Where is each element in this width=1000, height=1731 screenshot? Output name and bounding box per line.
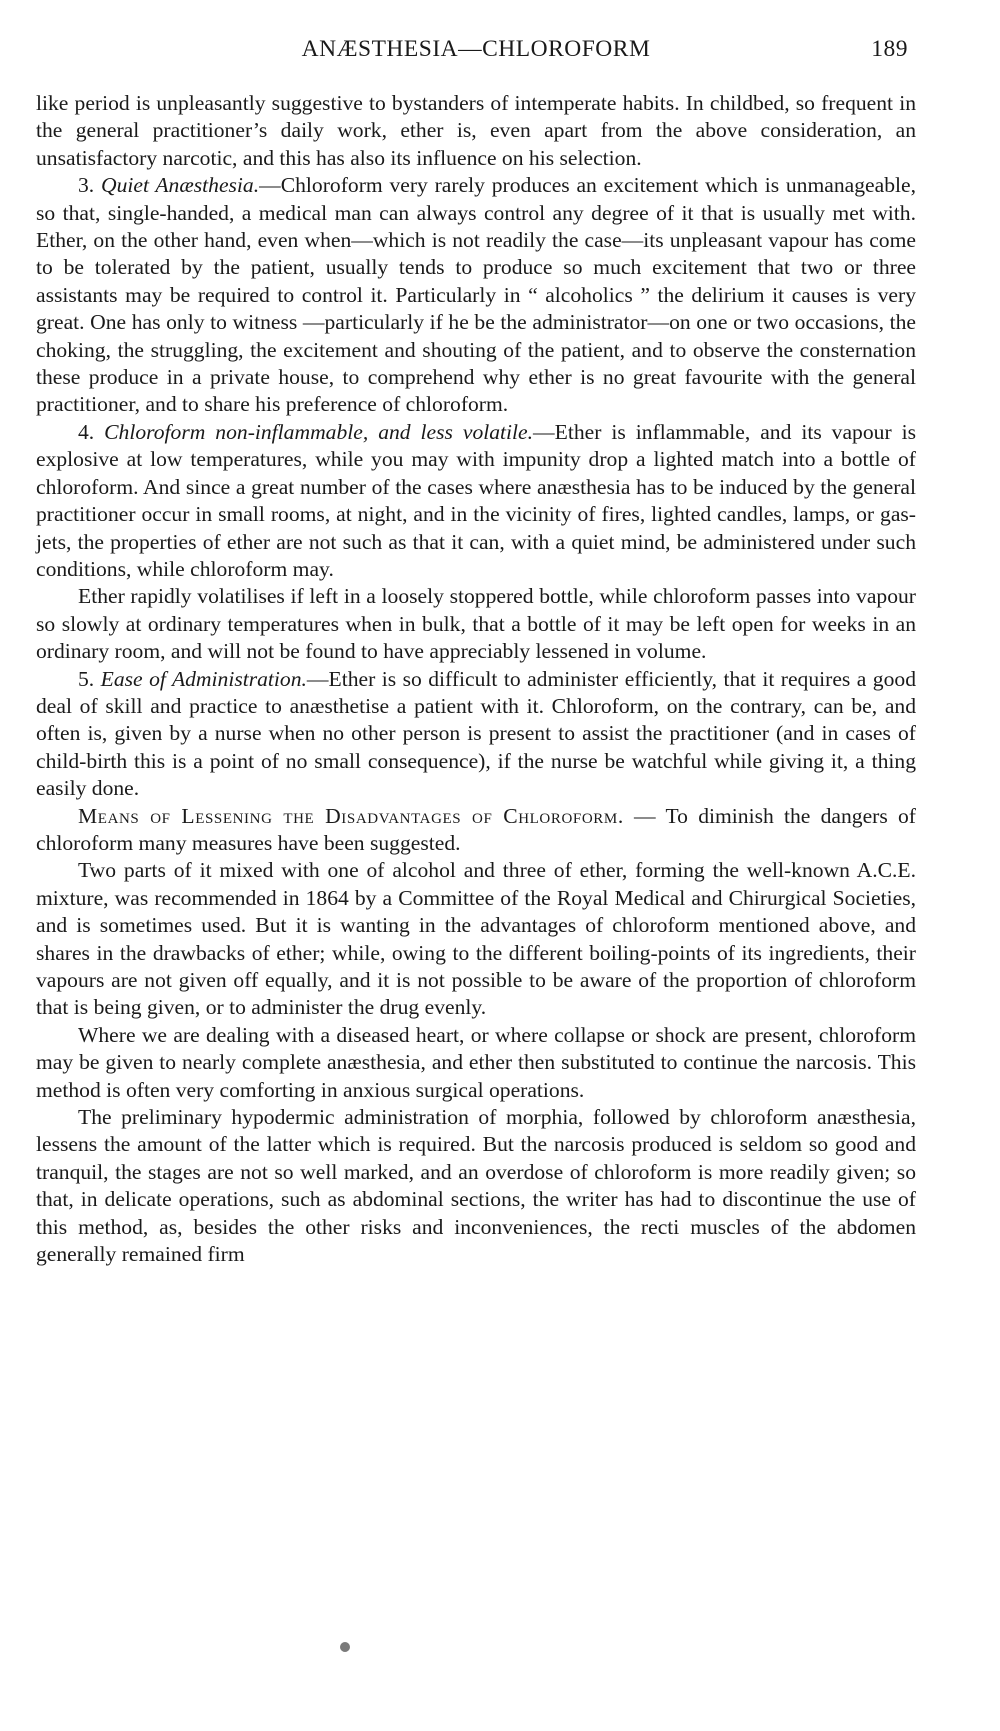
paragraph-quiet-anaesthesia bbox=[36, 172, 916, 419]
paragraph-continuation: like period is unpleasantly suggestive to bystanders of intemperate habits. In childbed, so frequent in the general practitioner’s daily work, ether is, even apart from the above consideration, an unsatisfactory narcotic, and this has also its influence on his selection. bbox=[36, 91, 916, 170]
paragraph-morphia: The preliminary hypodermic administration of morphia, followed by chloroform anæsthesia, lessens the amount of the latter which is required. But the narcosis produced is seldom so good and tranquil, the stages are not so well marked, and an overdose of chloroform is more readily given; so that, in delicate operations, such as abdominal sections, the writer has had to discontinue the use of this method, as, besides the other risks and inconveniences, the recti muscles of the abdomen generally remained firm bbox=[36, 1105, 916, 1267]
paragraph-volatility: Ether rapidly volatilises if left in a loosely stoppered bottle, while chloroform passes into vapour so slowly at ordinary temperatures when in bulk, that a bottle of it may be left open for weeks in an ordinary room, and will not be found to have appreciably lessened in volume. bbox=[36, 584, 916, 664]
paragraph-ace-mixture: Two parts of it mixed with one of alcohol and three of ether, forming the well-known A.C.E. mixture, was recommended in 1864 by a Committee of the Royal Medical and Chirurgical Societies, and is sometimes used. But it is wanting in the advantages of chloroform mentioned above, and shares in the drawbacks of ether; while, owing to the different boiling-points of its ingredients, their vapours are not given off equally, and it is not possible to be aware of the proportion of chloroform that is being given, or to administer the drug evenly. bbox=[36, 858, 916, 1020]
paragraph-means-of-lessening bbox=[36, 803, 916, 858]
section-heading: Chloroform non-inflammable, and less volatile. bbox=[104, 419, 534, 444]
paragraph-ease-of-administration bbox=[36, 666, 916, 803]
paragraph-text: — To diminish the dangers of chloroform many measures have been suggested. bbox=[36, 803, 916, 855]
paragraph-text: —Ether is so difficult to administer efficiently, that it requires a good deal of skill and practice to anæsthetise a patient with it. Chloroform, on the contrary, can be, and often is, given by a nurse when no other person is present to assist the practitioner (and in cases of child-birth this is a point of no small consequence), if the nurse be watchful while giving it, a thing easily done. bbox=[36, 666, 916, 801]
section-number: 4. bbox=[78, 419, 95, 444]
paragraph-text: —Ether is inflammable, and its vapour is explosive at low temperatures, while you may with impunity drop a lighted match into a bottle of chloroform. And since a great number of the cases where anæsthesia has to be induced by the general practitioner occur in small rooms, at night, and in the vicinity of fires, lighted candles, lamps, or gas-jets, the properties of ether are not such as that it can, with a quiet mind, be administered under such conditions, while chloroform may. bbox=[36, 419, 916, 581]
paragraph-text: —Chloroform very rarely produces an excitement which is unmanageable, so that, single-handed, a medical man can always control any degree of it that is usually met with. Ether, on the other hand, even when—which is not readily the case—its unpleasant vapour has come to be tolerated by the patient, usually tends to produce so much excitement that two or three assistants may be required to control it. Particularly in “ alcoholics ” the delirium it causes is very great. One has only to witness —particularly if he be the administrator—on one or two occasions, the choking, the struggling, the excitement and shouting of the patient, and to observe the consternation these produce in a private house, to comprehend why ether is no great favourite with the general practitioner, and to share his preference of chloroform. bbox=[36, 173, 916, 417]
paragraph-diseased-heart: Where we are dealing with a diseased heart, or where collapse or shock are present, chloroform may be given to nearly complete anæsthesia, and ether then substituted to continue the narcosis. This method is often very comforting in anxious surgical operations. bbox=[36, 1022, 916, 1102]
page-header bbox=[36, 36, 916, 70]
section-heading: Quiet Anæsthesia. bbox=[100, 173, 260, 198]
printer-ornament bbox=[340, 1642, 350, 1652]
page-number: 189 bbox=[871, 36, 908, 62]
section-number: 5. bbox=[78, 666, 95, 691]
section-heading: Means of Lessening the Disadvantages of Chloroform. bbox=[78, 803, 624, 828]
paragraph-non-inflammable bbox=[36, 419, 916, 583]
body-text bbox=[36, 90, 916, 1268]
section-number: 3. bbox=[78, 173, 95, 198]
section-heading: Ease of Administration. bbox=[100, 666, 307, 691]
running-title: ANÆSTHESIA—CHLOROFORM bbox=[301, 36, 651, 62]
book-page bbox=[36, 36, 916, 1268]
